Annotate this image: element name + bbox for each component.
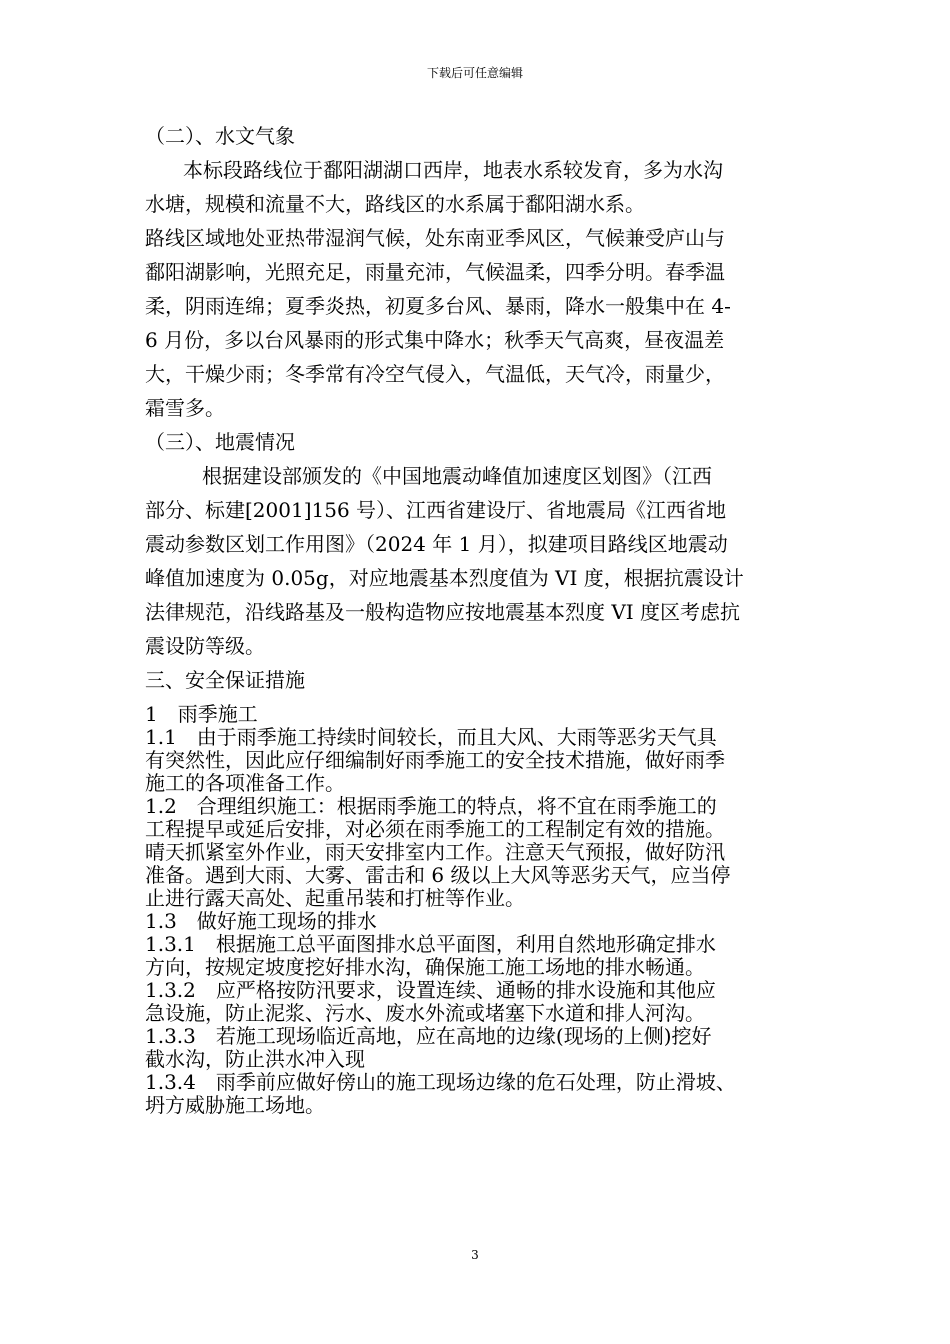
document-body bbox=[145, 119, 807, 1117]
text-line: （三）、地震情况 bbox=[145, 430, 295, 454]
text-line: 施工的各项准备工作。 bbox=[145, 771, 345, 795]
text-line: 6 月份，多以台风暴雨的形式集中降水；秋季天气高爽，昼夜温差 bbox=[145, 328, 725, 352]
text-line: 有突然性，因此应仔细编制好雨季施工的安全技术措施，做好雨季 bbox=[145, 748, 725, 772]
text-line: 1.3 做好施工现场的排水 bbox=[145, 909, 377, 933]
page-number: 3 bbox=[471, 1248, 479, 1262]
text-line: 大，干燥少雨；冬季常有冷空气侵入，气温低，天气冷，雨量少， bbox=[145, 362, 725, 386]
text-line: 截水沟，防止洪水冲入现 bbox=[145, 1047, 365, 1071]
text-line: 急设施，防止泥浆、污水、废水外流或堵塞下水道和排人河沟。 bbox=[145, 1001, 705, 1025]
text-line: 方向，按规定坡度挖好排水沟，确保施工施工场地的排水畅通。 bbox=[145, 955, 705, 979]
text-line: 本标段路线位于鄱阳湖湖口西岸，地表水系较发育，多为水沟 bbox=[183, 158, 723, 182]
text-line: 工程提早或延后安排，对必须在雨季施工的工程制定有效的措施。 bbox=[145, 817, 725, 841]
text-line: 峰值加速度为 0.05g，对应地震基本烈度值为 VI 度，根据抗震设计 bbox=[145, 566, 744, 590]
text-line: （二）、水文气象 bbox=[145, 124, 295, 148]
text-line: 1.1 由于雨季施工持续时间较长，而且大风、大雨等恶劣天气具 bbox=[145, 725, 717, 749]
text-line: 坍方威胁施工场地。 bbox=[145, 1093, 325, 1117]
text-line: 法律规范，沿线路基及一般构造物应按地震基本烈度 VI 度区考虑抗 bbox=[145, 600, 741, 624]
text-line: 1 雨季施工 bbox=[145, 702, 258, 726]
text-line: 震设防等级。 bbox=[145, 634, 265, 658]
text-line: 晴天抓紧室外作业，雨天安排室内工作。注意天气预报，做好防汛 bbox=[145, 840, 725, 864]
text-line: 1.2 合理组织施工：根据雨季施工的特点，将不宜在雨季施工的 bbox=[145, 794, 717, 818]
text-line: 水塘，规模和流量不大，路线区的水系属于鄱阳湖水系。 bbox=[145, 192, 645, 216]
text-line: 霜雪多。 bbox=[145, 396, 225, 420]
text-line: 1.3.3 若施工现场临近高地，应在高地的边缘(现场的上侧)挖好 bbox=[145, 1024, 712, 1048]
text-line: 1.3.4 雨季前应做好傍山的施工现场边缘的危石处理，防止滑坡、 bbox=[145, 1070, 736, 1094]
text-line: 1.3.2 应严格按防汛要求，设置连续、通畅的排水设施和其他应 bbox=[145, 978, 716, 1002]
page-header: 下载后可任意编辑 bbox=[426, 66, 523, 80]
text-line: 震动参数区划工作用图》（2024 年 1 月），拟建项目路线区地震动 bbox=[145, 532, 728, 556]
text-line: 止进行露天高处、起重吊装和打桩等作业。 bbox=[145, 886, 525, 910]
text-line: 部分、标建[2001]156 号）、江西省建设厅、省地震局《江西省地 bbox=[145, 498, 727, 522]
text-line: 三、安全保证措施 bbox=[145, 668, 305, 692]
text-line: 柔，阴雨连绵；夏季炎热，初夏多台风、暴雨，降水一般集中在 4- bbox=[145, 294, 731, 318]
text-line: 根据建设部颁发的《中国地震动峰值加速度区划图》（江西 bbox=[202, 464, 712, 488]
text-line: 鄱阳湖影响，光照充足，雨量充沛，气候温柔，四季分明。春季温 bbox=[145, 260, 725, 284]
text-line: 1.3.1 根据施工总平面图排水总平面图，利用自然地形确定排水 bbox=[145, 932, 716, 956]
text-line: 路线区域地处亚热带湿润气候，处东南亚季风区，气候兼受庐山与 bbox=[145, 226, 725, 250]
text-line: 准备。遇到大雨、大雾、雷击和 6 级以上大风等恶劣天气，应当停 bbox=[145, 863, 731, 887]
